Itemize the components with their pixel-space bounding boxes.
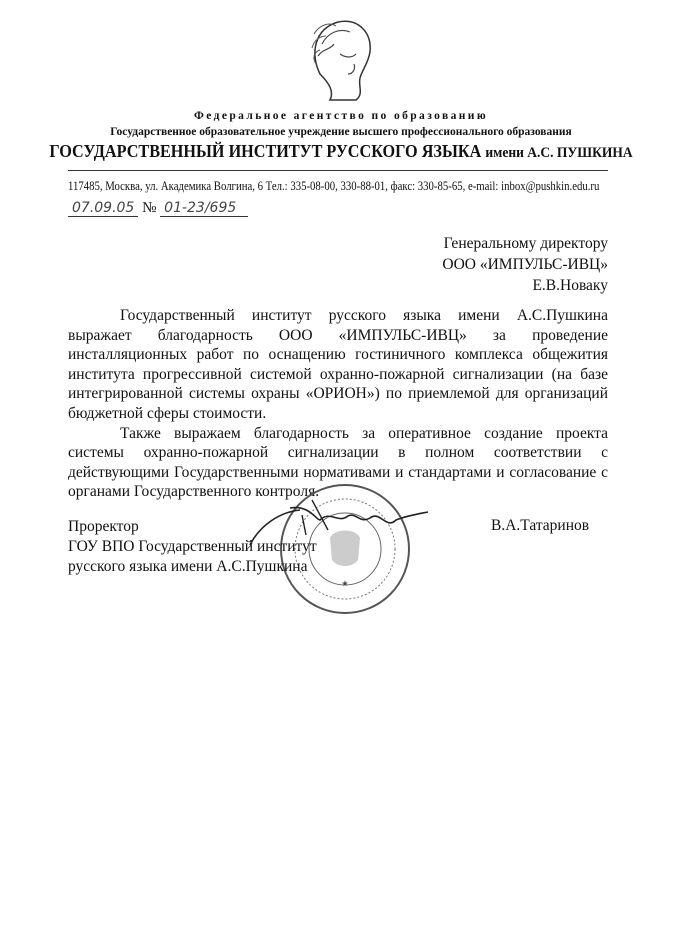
pushkin-portrait-logo xyxy=(300,14,382,104)
signature-block xyxy=(68,517,317,577)
recipient-title: Генеральному директору xyxy=(443,235,608,252)
recipient-company: ООО «ИМПУЛЬС-ИВЦ» xyxy=(442,256,608,273)
recipient-block xyxy=(442,233,608,296)
signer-position: Проректор xyxy=(68,518,139,535)
svg-text:★: ★ xyxy=(341,579,349,588)
signer-name: В.А.Татаринов xyxy=(491,517,590,534)
letter-body xyxy=(68,306,608,502)
handwritten-number: 01-23/695 xyxy=(160,200,248,217)
recipient-name: Е.В.Новаку xyxy=(532,277,608,294)
institution-type: Государственное образовательное учреждение высшего профессионального образования xyxy=(110,126,572,138)
number-label: № xyxy=(142,200,157,216)
contact-line: 117485, Москва, ул. Академика Волгина, 6 Тел.: 335-08-00, 330-88-01, факс: 330-85-65, e-mail: inbox@pushkin.edu.ru xyxy=(68,179,600,193)
signer-org-line1: ГОУ ВПО Государственный институт xyxy=(68,538,317,555)
agency-name: Федеральное агентство по образованию xyxy=(193,110,489,122)
body-paragraph: Государственный институт русского языка имени А.С.Пушкина выражает благодарность ООО «ИМПУЛЬС-ИВЦ» за проведение инсталляционных работ по оснащению гостиничного комплекса общежития института прогрессивной системой охранно-пожарной сигнализации (на базе интегрированной системы охраны «ОРИОН») по приемлемой для организаций бюджетной сферы стоимости. xyxy=(68,307,608,422)
reference-line xyxy=(68,200,248,217)
header-divider xyxy=(68,170,608,171)
institution-name xyxy=(34,141,648,162)
institution-name-main: ГОСУДАРСТВЕННЫЙ ИНСТИТУТ РУССКОГО ЯЗЫКА xyxy=(49,141,482,161)
body-paragraph: Также выражаем благодарность за оперативное создание проекта системы охранно-пожарной сигнализации в полном соответствии с действующими Государственными нормативами и стандартами и согласование с органами Государственного контроля. xyxy=(68,424,608,501)
institution-name-suffix: имени А.С. ПУШКИНА xyxy=(485,145,633,161)
signer-org-line2: русского языка имени А.С.Пушкина xyxy=(68,558,308,575)
handwritten-date: 07.09.05 xyxy=(68,200,138,217)
